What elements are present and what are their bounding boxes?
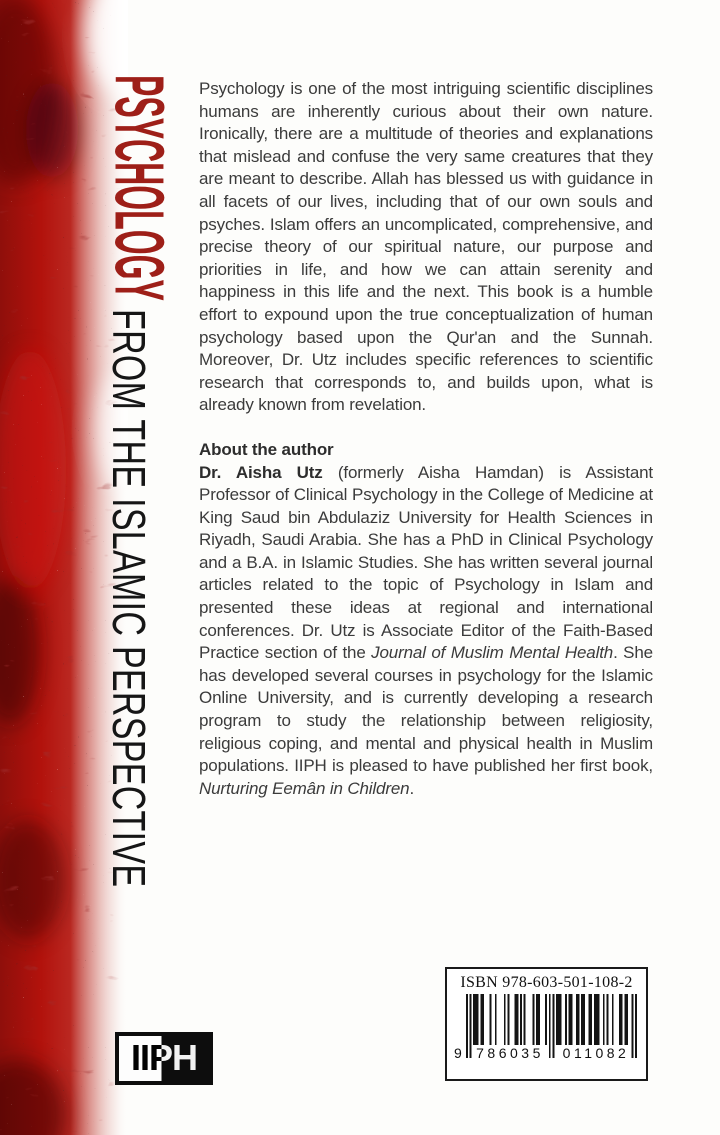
barcode-digit-left: 9 [454, 1045, 462, 1061]
barcode-digit-group1: 786035 [476, 1045, 544, 1061]
about-heading: About the author [199, 439, 334, 459]
barcode-box [445, 967, 648, 1081]
spine-title: PSYCHOLOGY [100, 75, 179, 301]
spine-subtitle: FROM THE ISLAMIC PERSPECTIVE [102, 309, 154, 888]
about-paragraph: Dr. Aisha Utz (formerly Aisha Hamdan) is Assistant Professor of Clinical Psychology in the College of Medicine at King Saud bin Abdulaziz University for Health Sciences in Riyadh, Saudi Arabia. She has a PhD in Clinical Psychology and a B.A. in Islamic Studies. She has written several journal articles related to the topic of Psychology in Islam and presented these ideas at regional and international conferences. Dr. Utz is Associate Editor of the Faith-Based Practice section of the Journal of Muslim Mental Health. She has developed several courses in psychology for the Islamic Online University, and is currently developing a research program to study the relationship between religiosity, religious coping, and mental and physical health in Muslim populations. IIPH is pleased to have published her first book, Nurturing Eemân in Children. [199, 462, 654, 798]
back-cover-text [199, 78, 653, 800]
publisher-logo [115, 1032, 213, 1085]
intro-paragraph: Psychology is one of the most intriguing scientific disciplines humans are inherently curious about their own nature. Ironically, there are a multitude of theories and explanations that mislead and confuse the very same creatures that they are meant to describe. Allah has blessed us with guidance in all facets of our lives, including that of our own souls and psyches. Islam offers an uncomplicated, comprehensive, and precise theory of our spiritual nature, our purpose and priorities in life, and how we can attain serenity and happiness in this life and the next. This book is a humble effort to expound upon the true conceptualization of human psychology based upon the Qur'an and the Sunnah. Moreover, Dr. Utz includes specific references to scientific research that corresponds to, and builds upon, what is already known from revelation. [199, 79, 653, 415]
barcode-digit-group2: 011082 [562, 1045, 630, 1061]
isbn-label: ISBN 978-603-501-108-2 [460, 974, 633, 991]
barcode-digits [454, 1045, 639, 1061]
publisher-logo-text: IIPH [130, 1036, 197, 1078]
